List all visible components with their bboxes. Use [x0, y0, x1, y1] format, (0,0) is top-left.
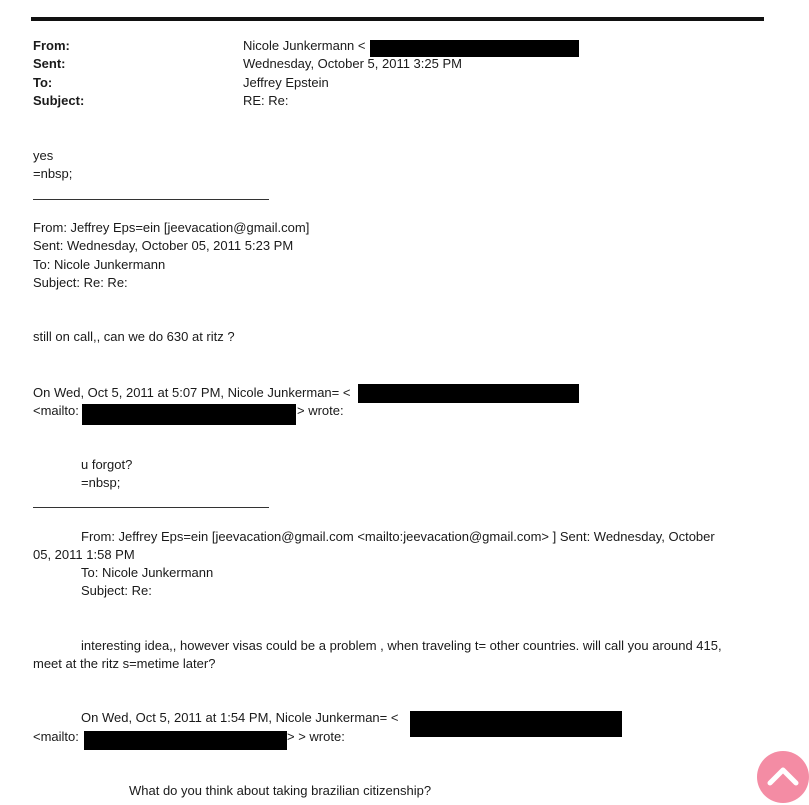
quote2-mailto: <mailto:: [33, 403, 79, 418]
subject-value: RE: Re:: [243, 93, 289, 108]
quote-divider: [33, 199, 269, 200]
to-value: Jeffrey Epstein: [243, 75, 329, 90]
quote1-body: still on call,, can we do 630 at ritz ?: [33, 329, 235, 344]
redaction-box: [82, 404, 296, 425]
quote4-wrote: > > wrote:: [287, 729, 345, 744]
top-divider: [31, 17, 764, 21]
quote2-nbsp: =nbsp;: [81, 475, 121, 490]
from-label: From:: [33, 38, 70, 53]
quote-divider: [33, 507, 269, 508]
quote4-body: What do you think about taking brazilian citizenship?: [129, 783, 432, 798]
redaction-box: [84, 731, 287, 750]
quote4-attribution: On Wed, Oct 5, 2011 at 1:54 PM, Nicole Junkerman= <: [81, 710, 399, 725]
quote1-from: From: Jeffrey Eps=ein [jeevacation@gmail.com]: [33, 220, 310, 235]
scroll-to-top-button[interactable]: [757, 751, 809, 803]
quote3-body-cont: meet at the ritz s=metime later?: [33, 656, 216, 671]
from-value: Nicole Junkermann <: [243, 38, 366, 53]
quote2-attribution: On Wed, Oct 5, 2011 at 5:07 PM, Nicole Junkerman= <: [33, 385, 351, 400]
reply-text: yes: [33, 148, 54, 163]
reply-nbsp: =nbsp;: [33, 166, 73, 181]
quote1-to: To: Nicole Junkermann: [33, 257, 166, 272]
quote1-sent: Sent: Wednesday, October 05, 2011 5:23 PM: [33, 238, 294, 253]
to-label: To:: [33, 75, 53, 90]
quote3-from-cont: 05, 2011 1:58 PM: [33, 547, 135, 562]
quote3-subject: Subject: Re:: [81, 583, 152, 598]
chevron-up-icon: [766, 763, 800, 792]
quote3-from: From: Jeffrey Eps=ein [jeevacation@gmail.com <mailto:jeevacation@gmail.com> ] Sent: Wednesday, October: [81, 529, 715, 544]
quote1-subject: Subject: Re: Re:: [33, 275, 128, 290]
quote3-to: To: Nicole Junkermann: [81, 565, 214, 580]
quote2-text: u forgot?: [81, 457, 133, 472]
redaction-box: [358, 384, 579, 403]
quote2-wrote: > wrote:: [297, 403, 344, 418]
quote4-mailto: <mailto:: [33, 729, 79, 744]
redaction-box: [410, 711, 622, 737]
subject-label: Subject:: [33, 93, 85, 108]
sent-label: Sent:: [33, 56, 66, 71]
quote3-body: interesting idea,, however visas could be a problem , when traveling t= other countries. will call you around 415,: [81, 638, 722, 653]
sent-value: Wednesday, October 5, 2011 3:25 PM: [243, 56, 462, 71]
